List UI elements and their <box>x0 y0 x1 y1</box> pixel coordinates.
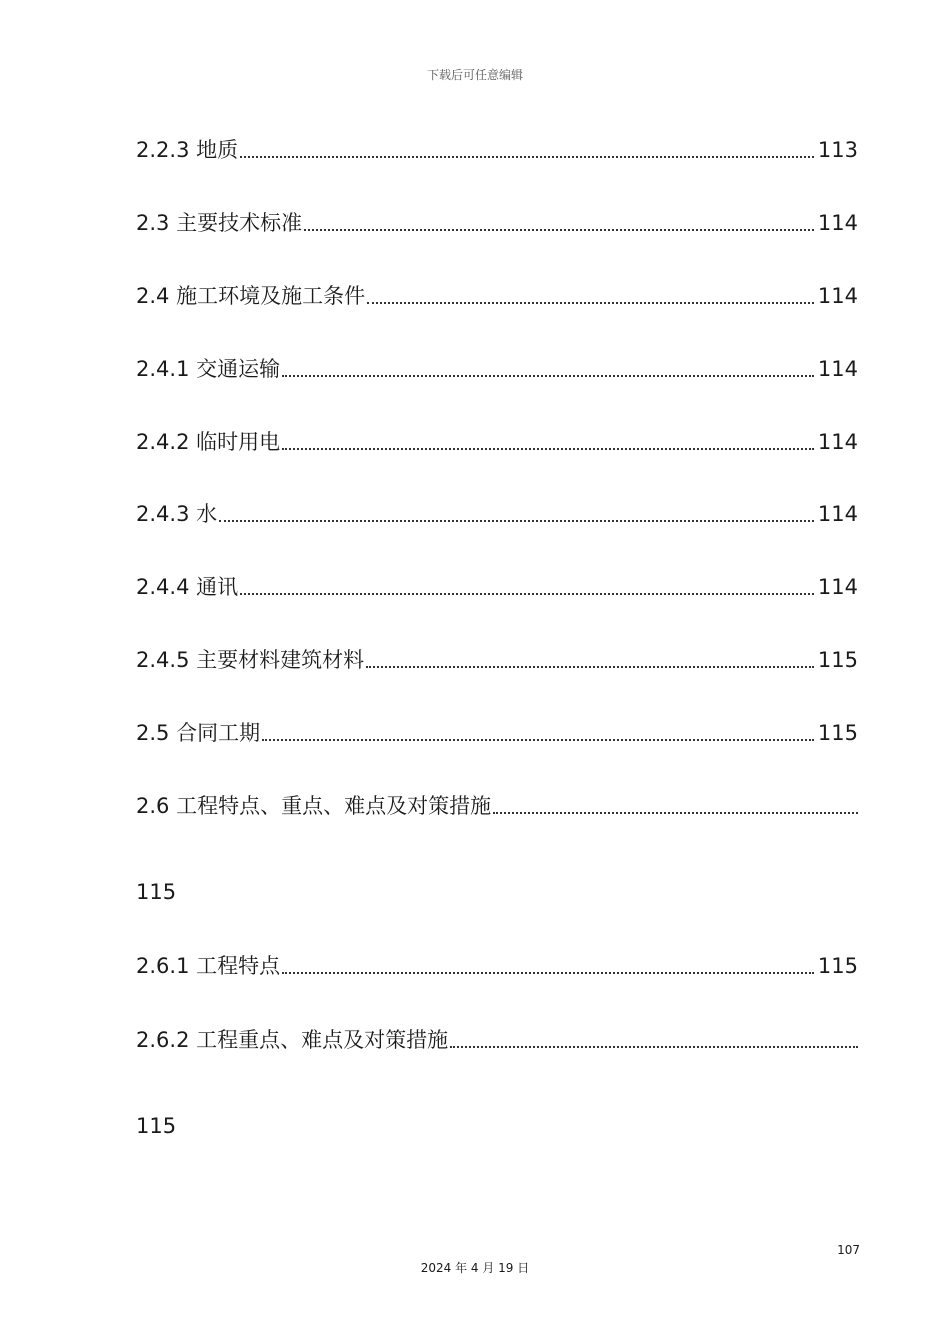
footer-date: 2024 年 4 月 19 日 <box>420 1261 530 1275</box>
toc-leader-dots <box>493 790 858 822</box>
toc-entry-page: 115 <box>817 721 858 745</box>
toc-entry-label: 2.4 施工环境及施工条件 <box>136 284 366 308</box>
toc-entry-page: 115 <box>817 954 858 978</box>
toc-entry-page: 114 <box>817 211 858 235</box>
toc-leader-dots <box>219 498 814 530</box>
toc-entry-label: 2.6.1 工程特点 <box>136 954 281 978</box>
toc-entry-label: 2.4.3 水 <box>136 502 218 526</box>
toc-entry-label: 2.6 工程特点、重点、难点及对策措施 <box>136 794 492 818</box>
toc-entry-page: 115 <box>136 880 177 904</box>
toc-leader-dots <box>367 280 814 312</box>
toc-entry-page: 113 <box>817 138 858 162</box>
toc-entry[interactable] <box>136 134 858 166</box>
toc-entry-page: 114 <box>817 502 858 526</box>
toc-leader-dots <box>282 950 814 982</box>
toc-leader-dots <box>282 426 814 458</box>
toc-entry-label: 2.4.5 主要材料建筑材料 <box>136 648 365 672</box>
toc-entry[interactable] <box>136 353 858 385</box>
toc-entry-page: 115 <box>817 648 858 672</box>
toc-entry-label: 2.4.4 通讯 <box>136 575 239 599</box>
toc-entry-page: 114 <box>817 357 858 381</box>
toc-leader-dots <box>282 353 814 385</box>
toc-leader-dots <box>240 571 814 603</box>
toc-entry-page: 114 <box>817 284 858 308</box>
toc-entry[interactable] <box>136 717 858 749</box>
toc-entry-label: 2.2.3 地质 <box>136 138 239 162</box>
toc-leader-dots <box>240 134 814 166</box>
toc-entry[interactable] <box>136 790 858 822</box>
toc-entry-page: 115 <box>136 1114 177 1138</box>
toc-entry-label: 2.4.2 临时用电 <box>136 430 281 454</box>
toc-entry[interactable] <box>136 426 858 458</box>
footer-page-number: 107 <box>837 1243 860 1257</box>
toc-entry[interactable] <box>136 950 858 982</box>
toc-entry-label: 2.6.2 工程重点、难点及对策措施 <box>136 1028 449 1052</box>
toc-entry[interactable] <box>136 207 858 239</box>
toc-leader-dots <box>366 644 814 676</box>
toc-entry[interactable] <box>136 280 858 312</box>
header-note: 下载后可任意编辑 <box>426 68 523 82</box>
toc-leader-dots <box>262 717 814 749</box>
toc-entry-page: 114 <box>817 430 858 454</box>
toc-entry-label: 2.3 主要技术标准 <box>136 211 303 235</box>
toc-entry-label: 2.5 合同工期 <box>136 721 261 745</box>
toc-entry[interactable] <box>136 644 858 676</box>
toc-entry-page: 114 <box>817 575 858 599</box>
toc-entry-label: 2.4.1 交通运输 <box>136 357 281 381</box>
toc-entry[interactable] <box>136 1024 858 1056</box>
toc-leader-dots <box>304 207 814 239</box>
toc-entry[interactable] <box>136 571 858 603</box>
toc-entry[interactable] <box>136 498 858 530</box>
toc-leader-dots <box>450 1024 858 1056</box>
